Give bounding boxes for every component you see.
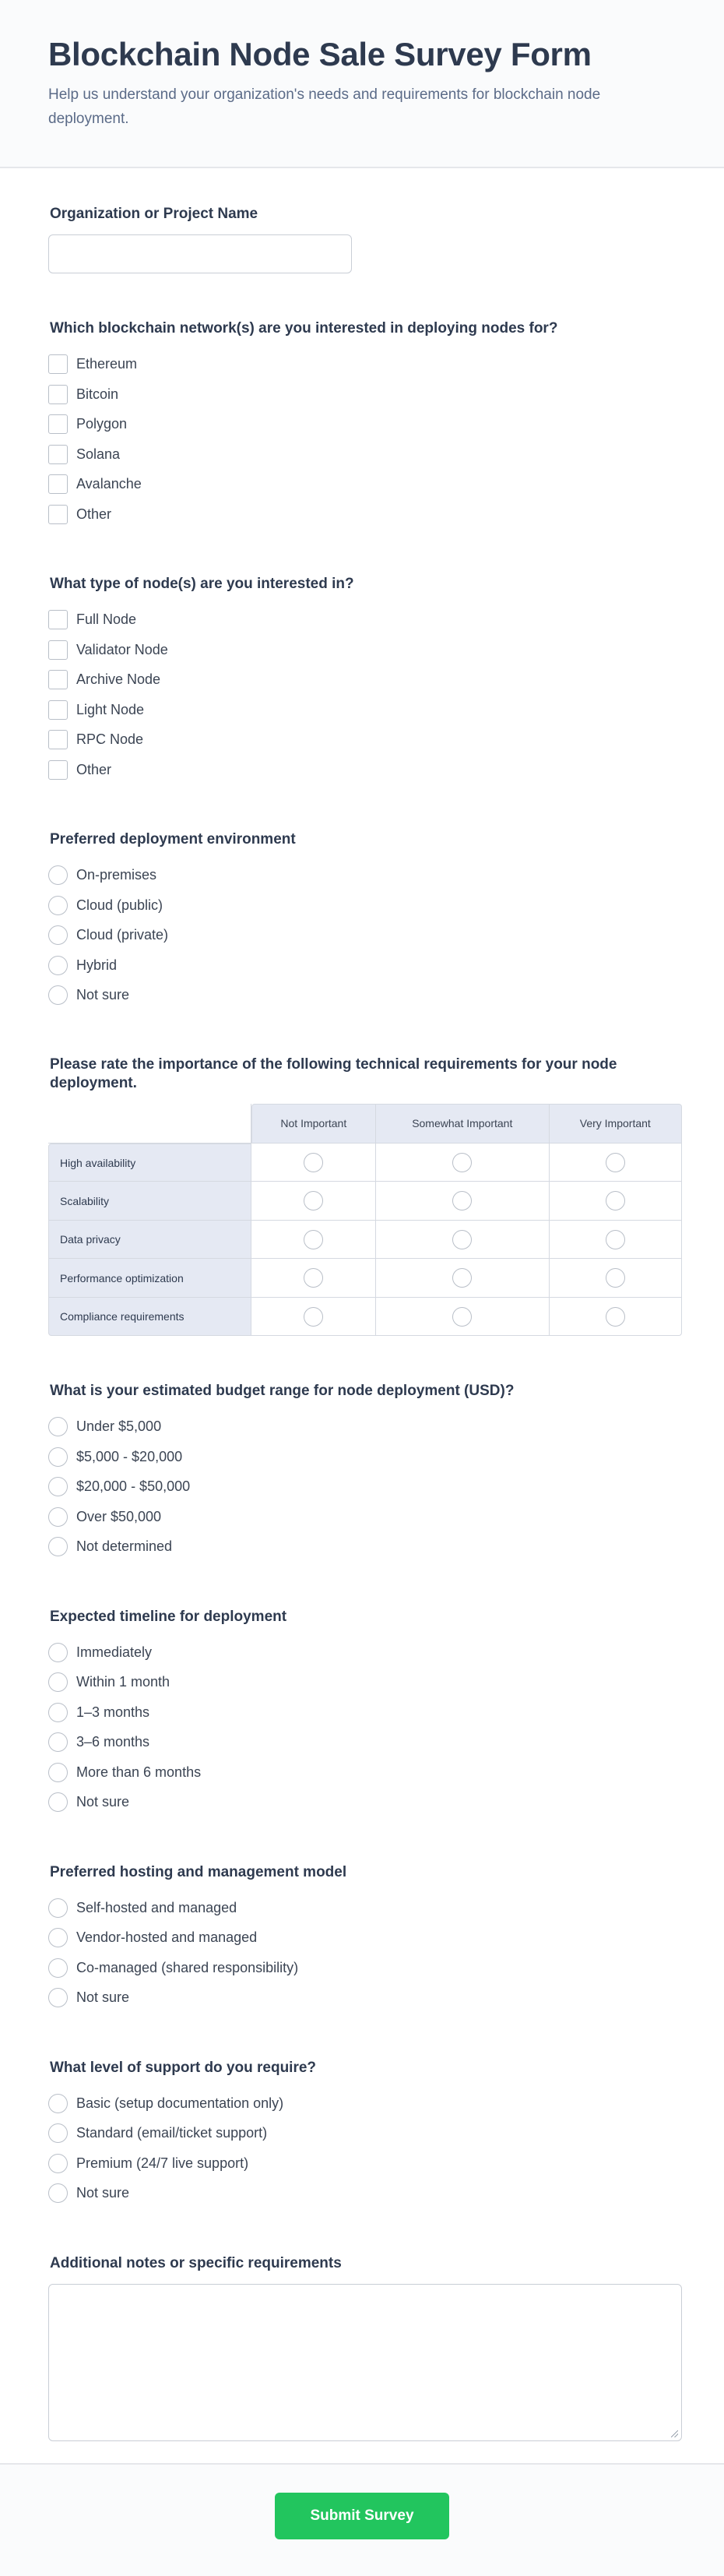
matrix-cell — [251, 1221, 376, 1260]
matrix-radio-button[interactable] — [304, 1191, 323, 1210]
question-environment — [48, 830, 676, 1010]
option-item[interactable] — [48, 1411, 676, 1442]
option-label: 3–6 months — [76, 1734, 150, 1750]
matrix-radio-button[interactable] — [452, 1230, 472, 1249]
radio-button[interactable] — [48, 985, 68, 1005]
radio-button[interactable] — [48, 1417, 68, 1436]
option-label: Vendor-hosted and managed — [76, 1929, 258, 1946]
node-type-options — [48, 604, 676, 784]
matrix-radio-button[interactable] — [304, 1268, 323, 1288]
question-label: Which blockchain network(s) are you interested in deploying nodes for? — [50, 320, 558, 337]
form-title: Blockchain Node Sale Survey Form — [48, 36, 592, 72]
option-label: Archive Node — [76, 671, 161, 688]
option-label: Not sure — [76, 2185, 130, 2201]
question-label: Please rate the importance of the following technical requirements for your node deployment. — [50, 1055, 617, 1091]
matrix-row-label: Compliance requirements — [48, 1298, 251, 1337]
radio-button[interactable] — [48, 1898, 68, 1918]
option-item[interactable] — [48, 379, 676, 410]
matrix-cell — [376, 1298, 550, 1337]
radio-button[interactable] — [48, 1672, 68, 1692]
radio-button[interactable] — [48, 1732, 68, 1752]
checkbox[interactable] — [48, 730, 68, 749]
option-item[interactable] — [48, 1953, 676, 1983]
checkbox[interactable] — [48, 700, 68, 720]
option-label: Immediately — [76, 1644, 153, 1660]
question-timeline — [48, 1607, 676, 1817]
option-item[interactable] — [48, 2148, 676, 2179]
option-label: Co-managed (shared responsibility) — [76, 1959, 299, 1975]
option-item[interactable] — [48, 1697, 676, 1728]
question-node-type — [48, 574, 676, 784]
option-label: Over $50,000 — [76, 1508, 162, 1524]
question-organization — [48, 204, 676, 273]
option-label: Under $5,000 — [76, 1418, 162, 1435]
hosting-options — [48, 1893, 676, 2013]
matrix-radio-button[interactable] — [452, 1268, 472, 1288]
matrix-row-label: High availability — [48, 1144, 251, 1182]
option-label: Not determined — [76, 1538, 173, 1555]
radio-button[interactable] — [48, 1447, 68, 1467]
option-label: Bitcoin — [76, 386, 119, 402]
option-label: Cloud (public) — [76, 897, 163, 913]
form-footer — [0, 2463, 724, 2576]
matrix-cell — [376, 1259, 550, 1298]
matrix-radio-button[interactable] — [606, 1268, 625, 1288]
option-item[interactable] — [48, 1531, 676, 1562]
survey-form — [0, 168, 724, 2441]
matrix-radio-button[interactable] — [606, 1307, 625, 1327]
matrix-cell — [251, 1298, 376, 1337]
form-header — [0, 0, 724, 168]
matrix-cell — [376, 1221, 550, 1260]
option-item[interactable] — [48, 1667, 676, 1697]
matrix-cell — [550, 1182, 682, 1221]
checkbox[interactable] — [48, 414, 68, 434]
network-options — [48, 349, 676, 529]
radio-button[interactable] — [48, 865, 68, 885]
option-item[interactable] — [48, 349, 676, 379]
option-item[interactable] — [48, 1787, 676, 1817]
timeline-options — [48, 1637, 676, 1817]
question-label: Additional notes or specific requirements — [50, 2254, 342, 2271]
option-item[interactable] — [48, 980, 676, 1010]
option-label: Full Node — [76, 611, 137, 628]
option-item[interactable] — [48, 2178, 676, 2208]
option-item[interactable] — [48, 860, 676, 890]
question-hosting — [48, 1862, 676, 2013]
matrix-row-label: Performance optimization — [48, 1259, 251, 1298]
option-item[interactable] — [48, 1757, 676, 1788]
option-label: Not sure — [76, 987, 130, 1003]
matrix-cell — [376, 1144, 550, 1182]
radio-button[interactable] — [48, 2123, 68, 2143]
question-label: Preferred hosting and management model — [50, 1863, 347, 1880]
matrix-radio-button[interactable] — [452, 1307, 472, 1327]
radio-button[interactable] — [48, 1958, 68, 1978]
option-label: Cloud (private) — [76, 927, 169, 943]
question-support — [48, 2058, 676, 2208]
option-label: Standard (email/ticket support) — [76, 2125, 268, 2141]
option-item[interactable] — [48, 439, 676, 470]
matrix-row — [48, 1298, 682, 1337]
checkbox[interactable] — [48, 760, 68, 780]
form-subtitle: Help us understand your organization's needs and requirements for blockchain node deployment. — [48, 86, 601, 128]
option-item[interactable] — [48, 604, 676, 635]
matrix-radio-button[interactable] — [452, 1153, 472, 1172]
radio-button[interactable] — [48, 1507, 68, 1527]
option-label: Other — [76, 506, 112, 522]
option-item[interactable] — [48, 2118, 676, 2148]
matrix-row-label: Data privacy — [48, 1221, 251, 1260]
matrix-column-header: Not Important — [251, 1104, 376, 1144]
matrix-row — [48, 1144, 682, 1182]
option-label: $5,000 - $20,000 — [76, 1448, 183, 1464]
option-item[interactable] — [48, 1727, 676, 1757]
radio-button[interactable] — [48, 1928, 68, 1947]
option-item[interactable] — [48, 890, 676, 921]
question-label: What level of support do you require? — [50, 2059, 317, 2076]
checkbox[interactable] — [48, 445, 68, 464]
matrix-column-header: Somewhat Important — [376, 1104, 550, 1144]
option-item[interactable] — [48, 920, 676, 950]
option-label: Other — [76, 761, 112, 777]
option-label: Basic (setup documentation only) — [76, 2095, 284, 2111]
submit-survey-button[interactable]: Submit Survey — [275, 2493, 449, 2539]
option-label: Premium (24/7 live support) — [76, 2155, 249, 2171]
option-label: Not sure — [76, 1794, 130, 1810]
option-label: Avalanche — [76, 476, 142, 492]
radio-button[interactable] — [48, 925, 68, 945]
option-label: On-premises — [76, 867, 157, 883]
matrix-radio-button[interactable] — [304, 1153, 323, 1172]
option-label: Within 1 month — [76, 1674, 170, 1690]
matrix-cell — [376, 1182, 550, 1221]
matrix-radio-button[interactable] — [606, 1191, 625, 1210]
option-item[interactable] — [48, 635, 676, 665]
radio-button[interactable] — [48, 1988, 68, 2007]
option-item[interactable] — [48, 469, 676, 499]
option-label: Solana — [76, 446, 121, 462]
option-item[interactable] — [48, 664, 676, 695]
question-label: Expected timeline for deployment — [50, 1608, 287, 1625]
option-label: Hybrid — [76, 957, 118, 973]
matrix-cell — [251, 1182, 376, 1221]
radio-button[interactable] — [48, 2154, 68, 2173]
radio-button[interactable] — [48, 1537, 68, 1556]
option-label: Polygon — [76, 416, 128, 432]
matrix-body — [48, 1144, 682, 1337]
option-item[interactable] — [48, 499, 676, 530]
radio-button[interactable] — [48, 1703, 68, 1722]
matrix-cell — [550, 1144, 682, 1182]
question-budget — [48, 1381, 676, 1562]
option-label: $20,000 - $50,000 — [76, 1478, 191, 1495]
option-label: More than 6 months — [76, 1764, 202, 1780]
matrix-column-header: Very Important — [550, 1104, 682, 1144]
matrix-cell — [550, 1221, 682, 1260]
radio-button[interactable] — [48, 1763, 68, 1782]
option-item[interactable] — [48, 950, 676, 981]
resize-grip-icon[interactable] — [671, 2430, 678, 2437]
matrix-radio-button[interactable] — [304, 1230, 323, 1249]
checkbox[interactable] — [48, 505, 68, 524]
option-item[interactable] — [48, 1471, 676, 1502]
matrix-row — [48, 1221, 682, 1260]
option-label: RPC Node — [76, 731, 144, 748]
requirements-matrix — [48, 1104, 682, 1337]
question-requirements-matrix — [48, 1055, 676, 1337]
option-item[interactable] — [48, 1922, 676, 1953]
notes-textarea[interactable] — [48, 2284, 682, 2441]
matrix-row — [48, 1182, 682, 1221]
option-item[interactable] — [48, 2088, 676, 2119]
question-networks — [48, 319, 676, 529]
radio-button[interactable] — [48, 1792, 68, 1812]
checkbox[interactable] — [48, 474, 68, 494]
option-item[interactable] — [48, 755, 676, 785]
matrix-row-label: Scalability — [48, 1182, 251, 1221]
matrix-cell — [251, 1259, 376, 1298]
support-options — [48, 2088, 676, 2208]
question-label: Organization or Project Name — [50, 206, 258, 223]
question-label: Preferred deployment environment — [50, 831, 296, 848]
matrix-cell — [550, 1298, 682, 1337]
radio-button[interactable] — [48, 2183, 68, 2203]
environment-options — [48, 860, 676, 1010]
matrix-radio-button[interactable] — [452, 1191, 472, 1210]
matrix-corner — [48, 1104, 251, 1144]
option-label: Not sure — [76, 1989, 130, 2006]
option-label: Self-hosted and managed — [76, 1899, 237, 1915]
option-item[interactable] — [48, 1502, 676, 1532]
option-label: Validator Node — [76, 641, 168, 657]
matrix-cell — [251, 1144, 376, 1182]
radio-button[interactable] — [48, 956, 68, 975]
question-label: What type of node(s) are you interested in? — [50, 576, 354, 593]
radio-button[interactable] — [48, 896, 68, 915]
option-item[interactable] — [48, 1893, 676, 1923]
option-item[interactable] — [48, 409, 676, 439]
option-item[interactable] — [48, 1982, 676, 2013]
radio-button[interactable] — [48, 1643, 68, 1662]
checkbox[interactable] — [48, 385, 68, 404]
question-notes — [48, 2254, 676, 2441]
option-label: Light Node — [76, 701, 145, 717]
organization-name-input[interactable] — [48, 234, 352, 273]
option-item[interactable] — [48, 695, 676, 725]
option-label: Ethereum — [76, 356, 138, 372]
option-item[interactable] — [48, 1637, 676, 1668]
matrix-radio-button[interactable] — [304, 1307, 323, 1327]
radio-button[interactable] — [48, 1477, 68, 1496]
matrix-radio-button[interactable] — [606, 1230, 625, 1249]
matrix-radio-button[interactable] — [606, 1153, 625, 1172]
matrix-cell — [550, 1259, 682, 1298]
question-label: What is your estimated budget range for node deployment (USD)? — [50, 1383, 515, 1400]
option-item[interactable] — [48, 1442, 676, 1472]
checkbox[interactable] — [48, 354, 68, 374]
checkbox[interactable] — [48, 670, 68, 689]
option-item[interactable] — [48, 724, 676, 755]
checkbox[interactable] — [48, 640, 68, 660]
radio-button[interactable] — [48, 2094, 68, 2113]
matrix-row — [48, 1259, 682, 1298]
option-label: 1–3 months — [76, 1704, 150, 1720]
checkbox[interactable] — [48, 610, 68, 629]
budget-options — [48, 1411, 676, 1562]
